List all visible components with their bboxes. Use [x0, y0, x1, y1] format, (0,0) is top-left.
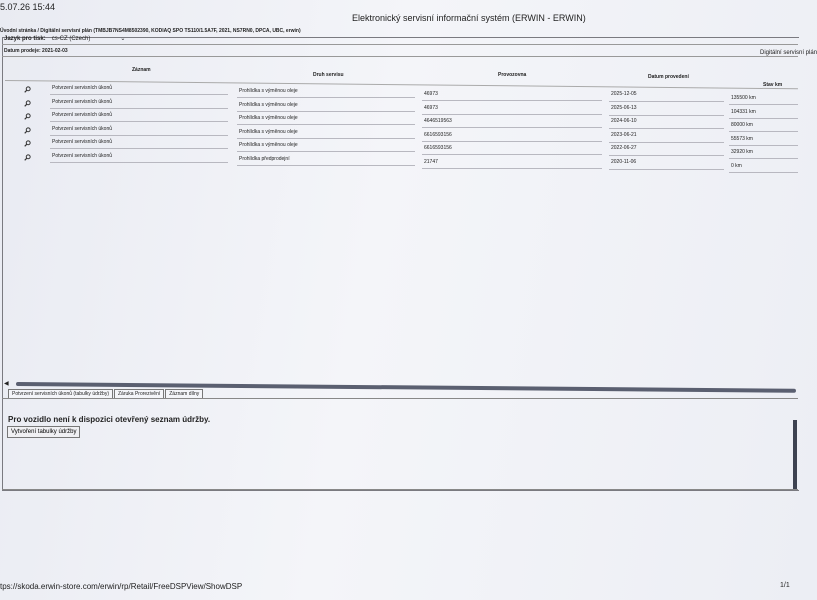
cell-service-type: Prohlídka předprodejní: [239, 155, 290, 162]
zoom-icon[interactable]: [24, 113, 31, 120]
column-header-km[interactable]: Stav km: [763, 82, 783, 88]
row-divider: [50, 121, 228, 122]
cell-odometer: 32920 km: [731, 149, 753, 155]
cell-service-type: Prohlídka s výměnou oleje: [239, 142, 298, 148]
column-header-service[interactable]: Druh servisu: [313, 72, 344, 78]
cell-dealer: 46973: [424, 91, 438, 97]
divider: [2, 56, 798, 57]
zoom-icon[interactable]: [24, 154, 31, 161]
cell-odometer: 80000 km: [731, 122, 753, 128]
cell-record: Potvrzení servisních úkonů: [52, 152, 113, 159]
cell-odometer: 0 km: [731, 162, 742, 169]
cell-record: Potvrzení servisních úkonů: [52, 98, 113, 105]
chevron-down-icon: ⌄: [120, 36, 126, 42]
table-row[interactable]: [0, 139, 800, 155]
column-header-date[interactable]: Datum provedení: [648, 74, 689, 80]
cell-dealer: 6616593156: [424, 131, 452, 138]
cell-service-type: Prohlídka s výměnou oleje: [239, 128, 298, 135]
cell-date: 2024-06-10: [611, 118, 637, 124]
cell-date: 2025-06-13: [611, 104, 637, 111]
row-divider: [50, 135, 228, 136]
cell-date: 2023-06-21: [611, 131, 637, 138]
tab-workshop-record[interactable]: Záznam dílny: [165, 389, 203, 399]
zoom-icon[interactable]: [24, 100, 31, 107]
sale-date: Datum prodeje: 2021-02-03: [4, 48, 68, 54]
arrow-left-icon[interactable]: ◀: [4, 381, 9, 387]
cell-dealer: 6616593156: [424, 145, 452, 151]
cell-odometer: 135500 km: [731, 95, 756, 101]
footer-page-number: 1/1: [780, 582, 790, 589]
row-divider: [422, 168, 602, 169]
cell-dealer: 4646519563: [424, 118, 452, 124]
breadcrumb[interactable]: Úvodní stránka / Digitální servisní plán (TMBJB7NS4M8502390, KODIAQ SPO TS110/1.5A7F, 2021, NS7RN0, DPCA, UBC, erwin): [0, 28, 301, 34]
zoom-icon[interactable]: [24, 127, 31, 134]
zoom-icon[interactable]: [24, 86, 31, 93]
cell-service-type: Prohlídka s výměnou oleje: [239, 88, 298, 94]
create-maintenance-table-button[interactable]: Vytvoření tabulky údržby: [7, 426, 80, 438]
divider: [2, 44, 798, 45]
table-row[interactable]: [0, 85, 800, 101]
horizontal-scrollbar[interactable]: [4, 380, 798, 388]
divider: [2, 398, 798, 399]
language-select[interactable]: [52, 35, 126, 42]
language-label: Jazyk pro tisk:: [4, 35, 46, 42]
row-divider: [50, 162, 228, 163]
cell-date: 2025-12-05: [611, 91, 637, 97]
footer-url: tps://skoda.erwin-store.com/erwin/rp/Retail/FreeDSPView/ShowDSP: [0, 582, 243, 591]
tab-service-confirmations[interactable]: Potvrzení servisních úkonů (tabulky údržby): [8, 389, 113, 399]
cell-odometer: 104331 km: [731, 108, 756, 115]
cell-dealer: 21747: [424, 158, 438, 165]
cell-dealer: 46973: [424, 104, 438, 111]
tab-corrosion-warranty[interactable]: Záruka Prorezivění: [114, 389, 164, 399]
language-row: [4, 35, 125, 42]
print-datetime: 5.07.26 15:44: [0, 2, 56, 12]
page-title: Elektronický servisní informační systém (ERWIN - ERWIN): [352, 13, 586, 23]
cell-odometer: 55573 km: [731, 135, 753, 142]
column-header-record[interactable]: Záznam: [132, 67, 151, 73]
row-divider: [50, 148, 228, 149]
cell-record: Potvrzení servisních úkonů: [52, 112, 113, 118]
section-label: Digitální servisní plán: [760, 50, 817, 56]
row-divider: [50, 108, 228, 109]
vertical-scrollbar[interactable]: [793, 420, 797, 490]
row-divider: [729, 172, 798, 173]
table-row[interactable]: [0, 112, 800, 128]
divider: [2, 489, 798, 490]
row-divider: [609, 169, 724, 170]
cell-record: Potvrzení servisních úkonů: [52, 85, 113, 91]
cell-date: 2020-11-06: [611, 158, 637, 165]
row-divider: [50, 94, 228, 95]
cell-service-type: Prohlídka s výměnou oleje: [239, 101, 298, 108]
zoom-icon[interactable]: [24, 140, 31, 147]
cell-record: Potvrzení servisních úkonů: [52, 125, 113, 132]
cell-record: Potvrzení servisních úkonů: [52, 139, 113, 145]
column-header-dealer[interactable]: Provozovna: [498, 72, 527, 78]
no-plan-message: Pro vozidlo není k dispozici otevřený seznam údržby.: [8, 415, 211, 424]
cell-date: 2022-06-27: [611, 145, 637, 151]
language-value: cs-CZ (Czech): [51, 35, 91, 42]
row-divider: [237, 165, 415, 166]
cell-service-type: Prohlídka s výměnou oleje: [239, 115, 298, 121]
